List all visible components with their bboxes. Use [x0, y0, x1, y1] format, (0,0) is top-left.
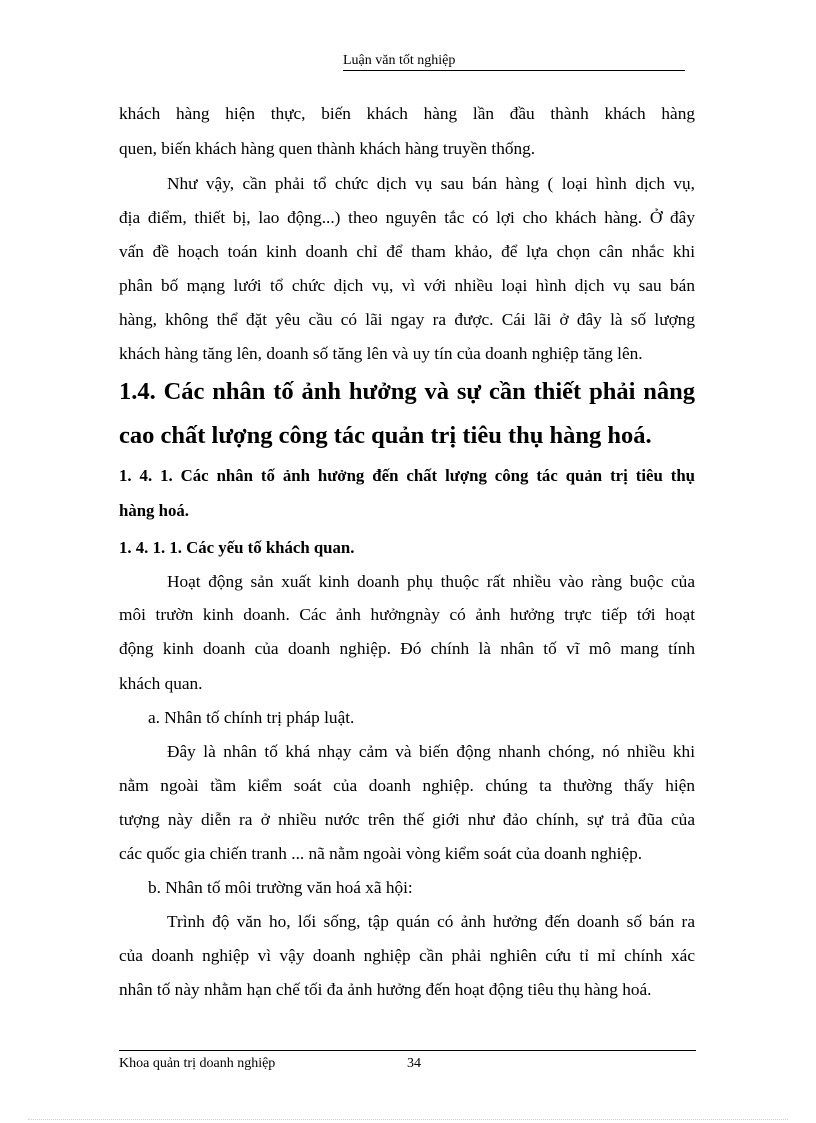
- section-heading: 1.4. Các nhân tố ảnh hưởng và sự cần thiết phải nâng: [119, 378, 695, 405]
- footer-rule: [119, 1050, 696, 1051]
- paragraph-line: của doanh nghiệp vì vậy doanh nghiệp cần phải nghiên cứu tỉ mỉ chính xác: [119, 946, 695, 965]
- paragraph-line: hàng, không thể đặt yêu cầu có lãi ngay ra được. Cái lãi ở đây là số lượng: [119, 310, 695, 329]
- list-item-b: b. Nhân tố môi trường văn hoá xã hội:: [148, 878, 413, 897]
- list-item-a: a. Nhân tố chính trị pháp luật.: [148, 708, 355, 727]
- paragraph-line: khách hàng hiện thực, biến khách hàng lần đầu thành khách hàng: [119, 104, 695, 123]
- paragraph-line: phân bố mạng lưới tổ chức dịch vụ, vì với nhiều loại hình dịch vụ sau bán: [119, 276, 695, 295]
- paragraph-line: Trình độ văn ho, lối sống, tập quán có ảnh hưởng đến doanh số bán ra: [167, 912, 695, 931]
- paragraph-line: nhân tố này nhằm hạn chế tối đa ảnh hưởng đến hoạt động tiêu thụ hàng hoá.: [119, 980, 652, 999]
- paragraph-line: động kinh doanh của doanh nghiệp. Đó chính là nhân tố vĩ mô mang tính: [119, 639, 695, 658]
- paragraph-line: nằm ngoài tầm kiểm soát của doanh nghiệp. chúng ta thường thấy hiện: [119, 776, 695, 795]
- paragraph-line: các quốc gia chiến tranh ... nã nằm ngoài vòng kiểm soát của doanh nghiệp.: [119, 844, 643, 863]
- paragraph-line: Đây là nhân tố khá nhạy cảm và biến động nhanh chóng, nó nhiều khi: [167, 742, 695, 761]
- footer-faculty: Khoa quản trị doanh nghiệp: [119, 1056, 276, 1071]
- paragraph-line: môi trườn kinh doanh. Các ảnh hưởngnày có ảnh hưởng trực tiếp tới hoạt: [119, 605, 695, 624]
- running-header: [343, 52, 685, 71]
- paragraph-line: tượng này diễn ra ở nhiều nước trên thế giới như đảo chính, sự trả đũa của: [119, 810, 695, 829]
- paragraph-line: khách quan.: [119, 674, 203, 693]
- paragraph-line: vấn đề hoạch toán kinh doanh chỉ để tham khảo, để lựa chọn cân nhắc khi: [119, 242, 695, 261]
- paragraph-line: Hoạt động sản xuất kinh doanh phụ thuộc rất nhiều vào ràng buộc của: [167, 572, 695, 591]
- header-title: Luận văn tốt nghiệp: [343, 53, 456, 68]
- subsection-heading: 1. 4. 1. Các nhân tố ảnh hưởng đến chất lượng công tác quản trị tiêu thụ: [119, 466, 695, 485]
- subsection-heading: hàng hoá.: [119, 501, 189, 520]
- page-bottom-divider: [28, 1119, 788, 1120]
- paragraph-line: khách hàng tăng lên, doanh số tăng lên và uy tín của doanh nghiệp tăng lên.: [119, 344, 643, 363]
- paragraph-line: quen, biến khách hàng quen thành khách hàng truyền thống.: [119, 139, 536, 158]
- section-heading: cao chất lượng công tác quản trị tiêu thụ hàng hoá.: [119, 422, 652, 449]
- paragraph-line: địa điểm, thiết bị, lao động...) theo nguyên tắc có lợi cho khách hàng. Ở đây: [119, 208, 695, 227]
- paragraph-line: Như vậy, cần phải tổ chức dịch vụ sau bán hàng ( loại hình dịch vụ,: [167, 174, 695, 193]
- subsubsection-heading: 1. 4. 1. 1. Các yếu tố khách quan.: [119, 538, 355, 557]
- page-number: 34: [407, 1056, 421, 1071]
